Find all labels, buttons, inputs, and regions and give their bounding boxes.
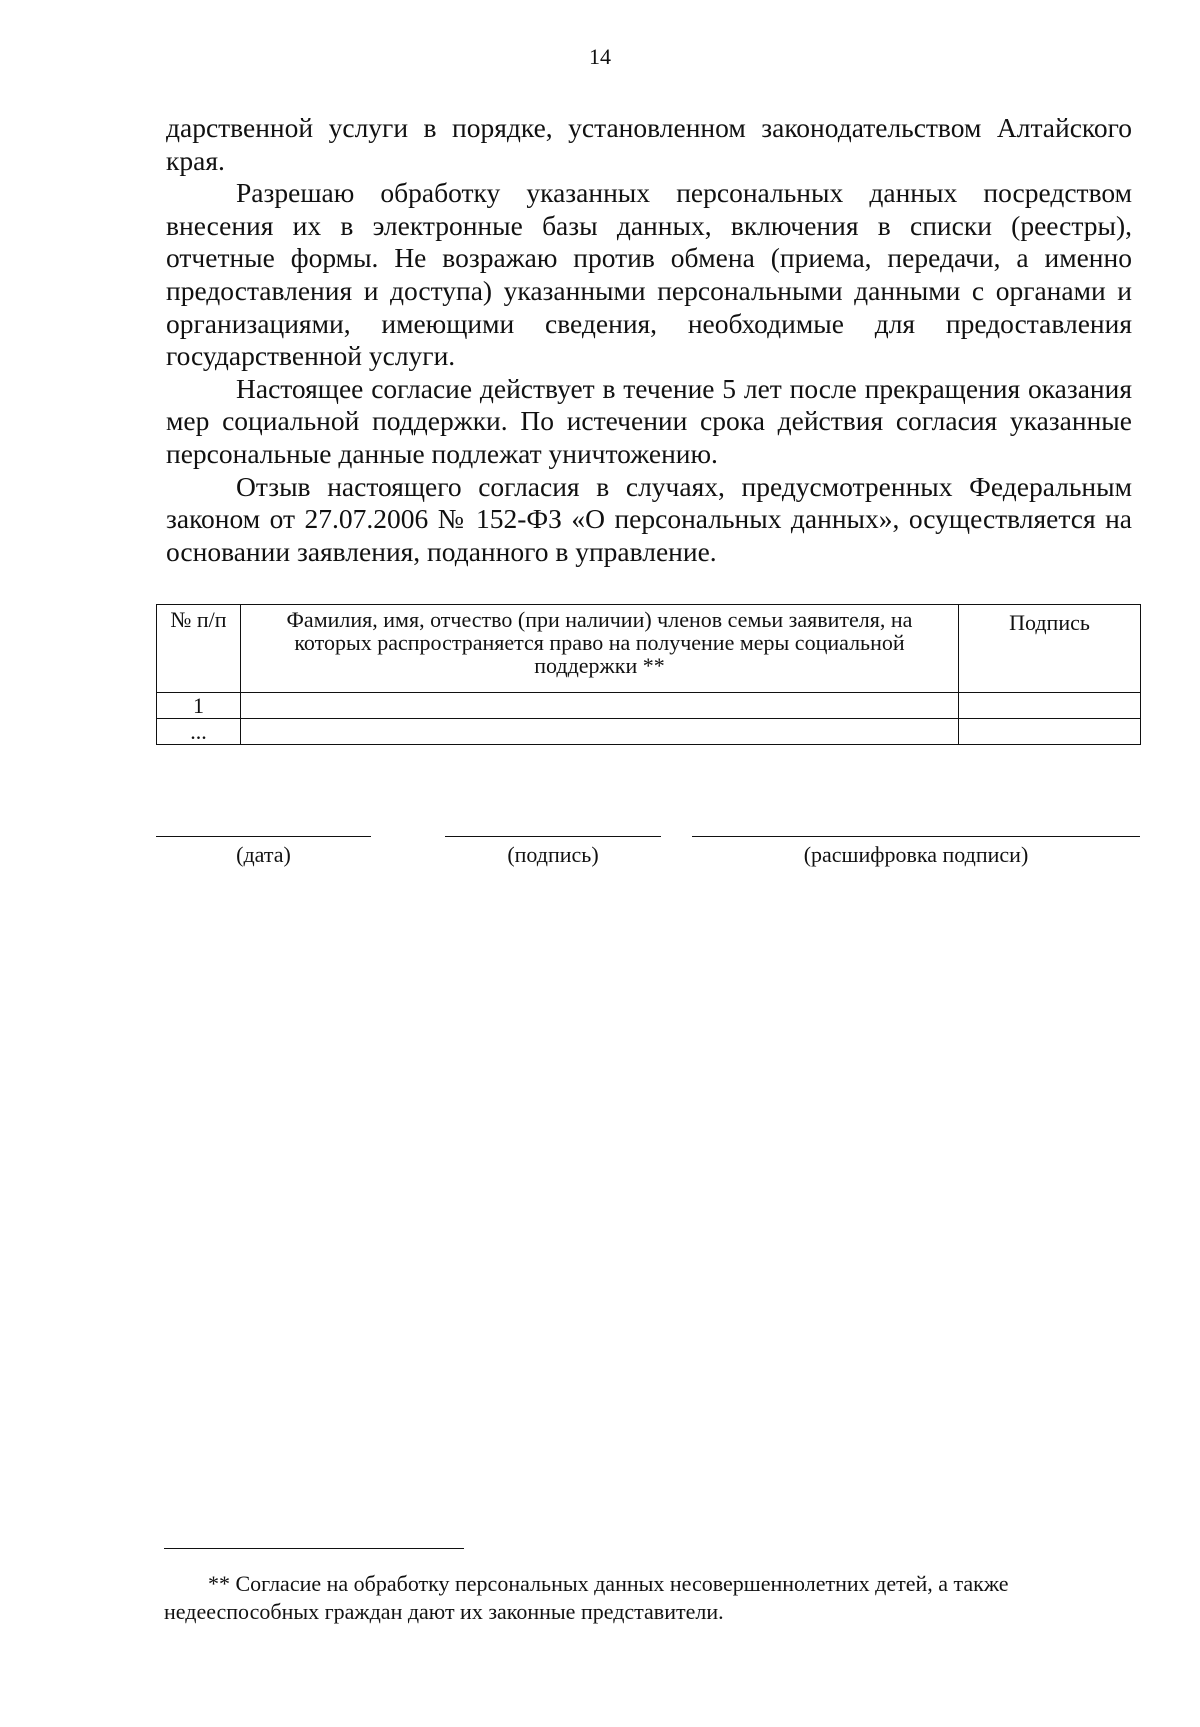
date-caption: (дата) xyxy=(236,842,291,867)
row-signature[interactable] xyxy=(959,719,1141,745)
signature-line[interactable] xyxy=(445,836,661,837)
signature-decoding-line[interactable] xyxy=(692,836,1140,837)
signature-decoding-caption: (расшифровка подписи) xyxy=(803,842,1029,867)
row-full-name[interactable] xyxy=(241,693,959,719)
row-number: ... xyxy=(157,719,241,745)
table-row xyxy=(157,693,1141,719)
footnote-line-1 xyxy=(164,1570,1124,1598)
body-text xyxy=(166,112,1132,568)
footnote-line-2: недееспособных граждан дают их законные представители. xyxy=(164,1599,724,1624)
table-row xyxy=(157,719,1141,745)
footnote-separator xyxy=(164,1548,464,1549)
header-signature: Подпись xyxy=(959,605,1141,693)
footnote-marker: ** xyxy=(208,1571,230,1596)
paragraph-consent-withdrawal: Отзыв настоящего согласия в случаях, предусмотренных Федеральным законом от 27.07.2006 № 152-ФЗ «О персональных данных», осуществляется на основании заявления, поданного в управление. xyxy=(166,470,1132,567)
header-full-name: Фамилия, имя, отчество (при наличии) членов семьи заявителя, на которых распространяется право на получение меры социальной поддержки ** xyxy=(241,605,959,693)
paragraph-consent-duration: Настоящее согласие действует в течение 5 лет после прекращения оказания мер социальной поддержки. По истечении срока действия согласия указанные персональные данные подлежат уничтожению. xyxy=(166,372,1132,469)
header-number: № п/п xyxy=(157,605,241,693)
row-signature[interactable] xyxy=(959,693,1141,719)
row-number: 1 xyxy=(157,693,241,719)
row-full-name[interactable] xyxy=(241,719,959,745)
table-header-row xyxy=(157,605,1141,693)
paragraph-continuation: дарственной услуги в порядке, установленном законодательством Алтайского края. xyxy=(166,112,1132,176)
signature-caption: (подпись) xyxy=(507,842,599,867)
page-number: 14 xyxy=(589,44,611,69)
family-members-table xyxy=(156,604,1141,745)
paragraph-consent-processing: Разрешаю обработку указанных персональных данных посредством внесения их в электронные базы данных, включения в списки (реестры), отчетные формы. Не возражаю против обмена (приема, передачи, а именно предоставления и доступа) указанными персональными данными с органами и организациями, имеющими сведения, необходимые для предоставления государственной услуги. xyxy=(166,177,1132,372)
date-line[interactable] xyxy=(156,836,371,837)
footnote xyxy=(164,1570,1124,1626)
footnote-text-1: Согласие на обработку персональных данных несовершеннолетних детей, а также xyxy=(230,1571,1009,1596)
